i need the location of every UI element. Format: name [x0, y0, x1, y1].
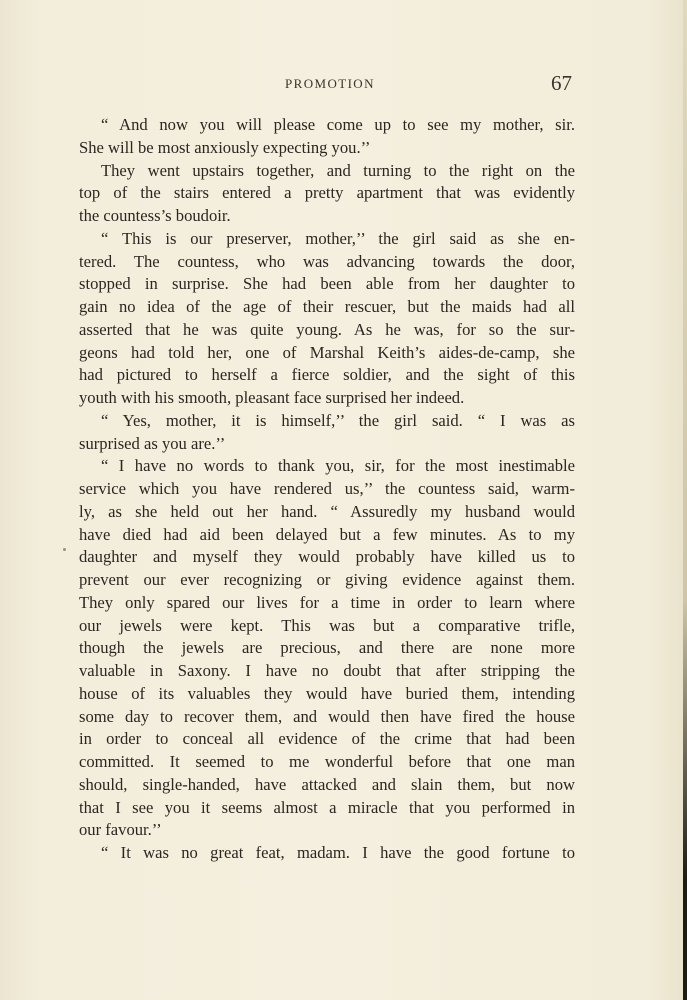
text-line: service which you have rendered us,’’ the countess said, warm-: [79, 479, 575, 498]
text-line: had pictured to herself a fierce soldier, and the sight of this: [79, 365, 575, 385]
body-text: [79, 114, 575, 865]
text-line: geons had told her, one of Marshal Keith’s aides-de-camp, she: [79, 342, 575, 362]
text-line: have died had aid been delayed but a few minutes. As to my: [79, 524, 575, 544]
text-line: daughter and myself they would probably have killed us to: [79, 547, 575, 567]
text-line: the countess’s boudoir.: [79, 206, 231, 225]
text-line: “ Yes, mother, it is himself,’’ the girl said. “ I was as: [101, 410, 575, 430]
text-line: They only spared our lives for a time in order to learn where: [79, 592, 575, 612]
text-line: asserted that he was quite young. As he was, for so the sur-: [79, 319, 575, 339]
text-line: stopped in surprise. She had been able from her daughter to: [79, 274, 575, 294]
text-line: some day to recover them, and would then have fired the house: [79, 706, 575, 726]
running-title: PROMOTION: [285, 76, 375, 91]
text-line: “ It was no great feat, madam. I have the good fortune to: [101, 843, 575, 862]
text-line: ly, as she held out her hand. “ Assuredly my husband would: [79, 501, 575, 521]
text-line: in order to conceal all evidence of the crime that had been: [79, 729, 575, 749]
text-line: committed. It seemed to me wonderful before that one man: [79, 752, 575, 771]
text-line: surprised as you are.’’: [79, 433, 226, 453]
text-line: prevent our ever recognizing or giving evidence against them.: [79, 570, 575, 589]
text-line: gain no idea of the age of their rescuer, but the maids had all: [79, 297, 575, 316]
text-line: our jewels were kept. This was but a comparative trifle,: [79, 615, 575, 635]
text-line: house of its valuables they would have buried them, intending: [79, 683, 575, 703]
text-line: that I see you it seems almost a miracle that you performed in: [79, 797, 575, 817]
page-edge-shadow: [683, 0, 687, 1000]
text-line: She will be most anxiously expecting you.’’: [79, 137, 371, 157]
running-head: [79, 71, 575, 96]
page-number: 67: [551, 71, 572, 95]
text-line: top of the stairs entered a pretty apartment that was evidently: [79, 183, 575, 203]
text-line: our favour.’’: [79, 820, 162, 840]
text-line: “ And now you will please come up to see my mother, sir.: [101, 115, 575, 134]
text-line: “ I have no words to thank you, sir, for the most inestimable: [101, 456, 575, 476]
text-line: youth with his smooth, pleasant face surprised her indeed.: [79, 388, 465, 407]
text-line: though the jewels are precious, and there are none more: [79, 638, 575, 658]
text-line: valuable in Saxony. I have no doubt that after stripping the: [79, 661, 575, 680]
text-line: should, single-handed, have attacked and slain them, but now: [79, 774, 575, 794]
text-line: tered. The countess, who was advancing towards the door,: [79, 251, 575, 271]
text-line: They went upstairs together, and turning to the right on the: [101, 160, 575, 180]
text-line: “ This is our preserver, mother,’’ the girl said as she en-: [101, 228, 575, 248]
margin-speck: [63, 548, 66, 551]
